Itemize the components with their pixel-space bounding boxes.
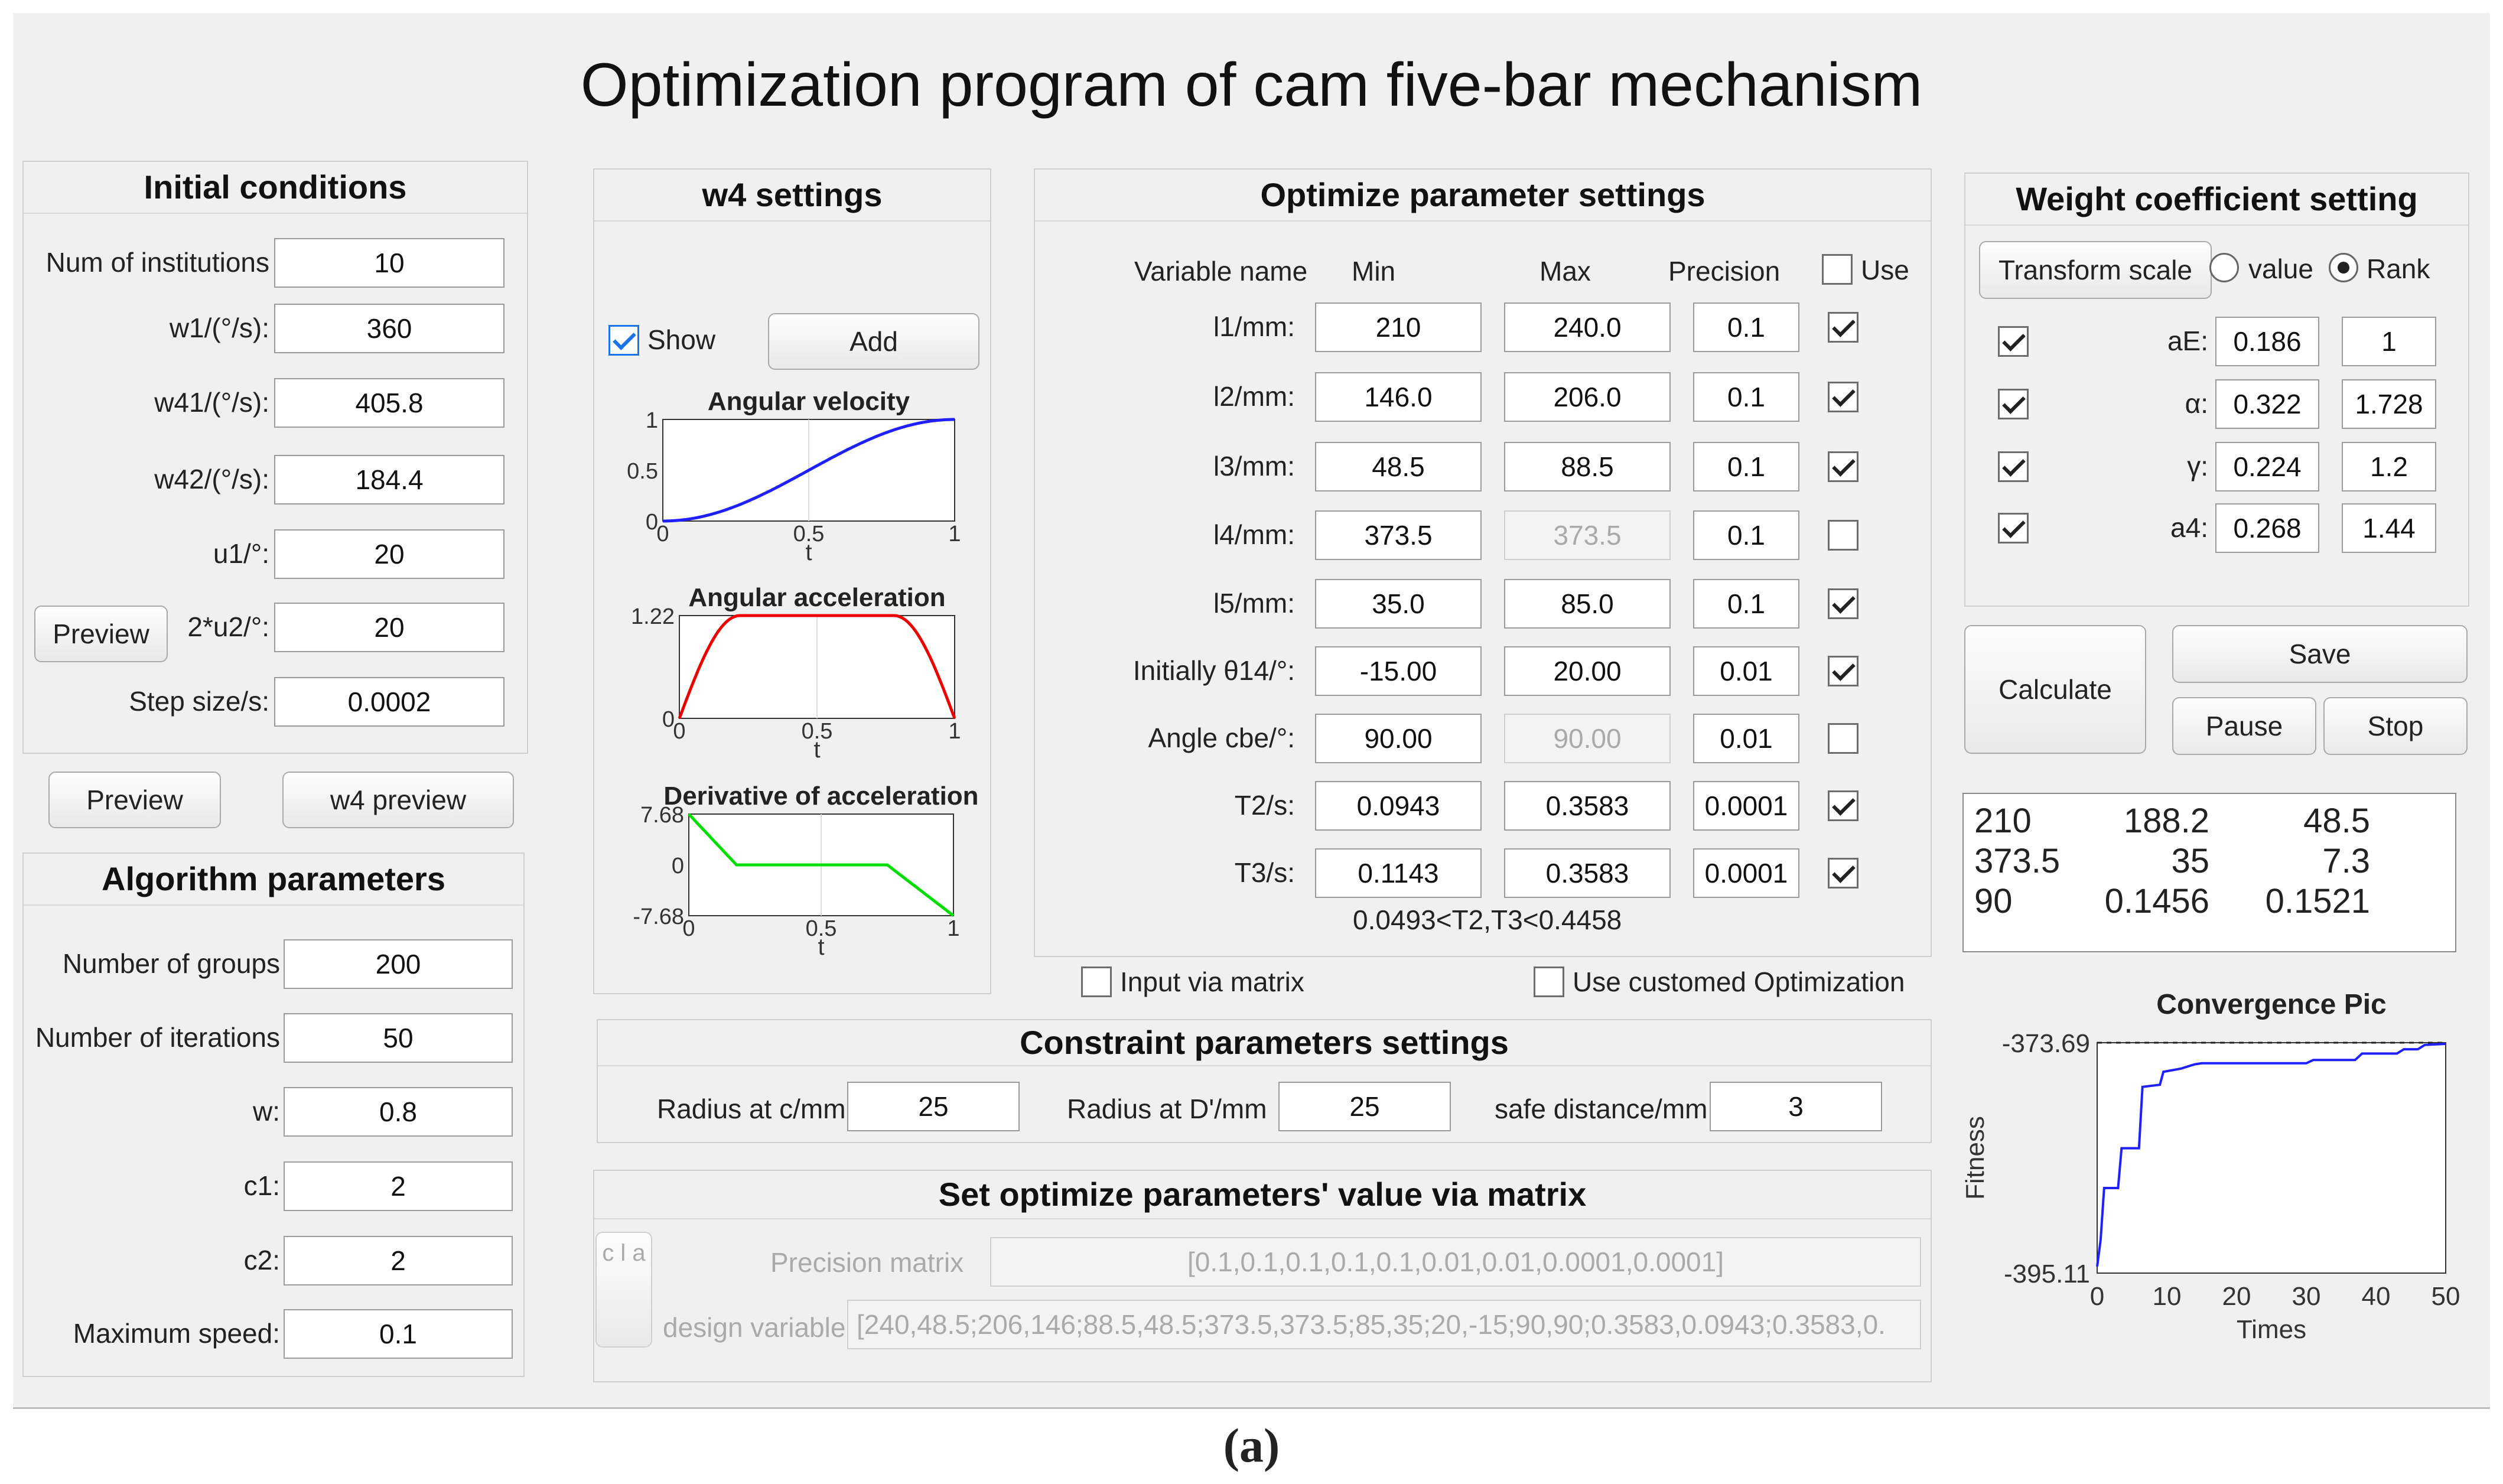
show-label: Show xyxy=(647,324,716,355)
weight-checkbox-3[interactable] xyxy=(1998,513,2029,544)
opt-min-3[interactable]: 373.5 xyxy=(1315,510,1482,560)
optimize-title: Optimize parameter settings xyxy=(1035,170,1931,222)
matrix-side-button[interactable] xyxy=(595,1232,652,1348)
preview-inline-button[interactable]: Preview xyxy=(34,606,168,662)
opt-use-checkbox-8[interactable] xyxy=(1828,858,1858,889)
weight-value-0[interactable]: 0.186 xyxy=(2215,317,2319,366)
chart-xtick-5: 50 xyxy=(2431,1282,2460,1311)
w4-plot-xtick-1-1: 0.5 xyxy=(801,719,833,744)
header-min: Min xyxy=(1352,256,1396,287)
header-max: Max xyxy=(1539,256,1591,287)
opt-min-5[interactable]: -15.00 xyxy=(1315,646,1482,696)
safe-distance-label: safe distance/mm xyxy=(1495,1094,1708,1124)
alg-label-4: c2: xyxy=(243,1245,280,1275)
w4-plot-xtick-2-1: 0.5 xyxy=(805,916,837,941)
opt-label-0: l1/mm: xyxy=(1213,311,1295,342)
weight-rank-3[interactable]: 1.44 xyxy=(2342,503,2436,553)
opt-label-2: l3/mm: xyxy=(1213,451,1295,481)
rank-radio[interactable] xyxy=(2329,253,2358,282)
result-cell-0-1: 188.2 xyxy=(2123,802,2209,840)
w4-plot-xlabel-1: t xyxy=(813,737,821,763)
result-cell-1-2: 7.3 xyxy=(2322,842,2370,880)
w4-plot-ytick-0-0: 1 xyxy=(645,408,658,433)
opt-min-2[interactable]: 48.5 xyxy=(1315,442,1482,492)
alg-input-1[interactable]: 50 xyxy=(284,1013,513,1063)
use-customed-checkbox[interactable] xyxy=(1534,966,1564,997)
opt-min-7[interactable]: 0.0943 xyxy=(1315,781,1482,831)
weight-label-1: α: xyxy=(2185,388,2208,419)
opt-min-1[interactable]: 146.0 xyxy=(1315,372,1482,422)
radius-c-label: Radius at c/mm xyxy=(657,1094,846,1124)
opt-min-8[interactable]: 0.1143 xyxy=(1315,848,1482,898)
ic-label-2: w41/(°/s): xyxy=(154,387,269,418)
header-use: Use xyxy=(1861,255,1909,285)
opt-max-3[interactable]: 373.5 xyxy=(1504,510,1671,560)
w4-plot-title-1: Angular acceleration xyxy=(688,583,946,612)
ic-label-0: Num of institutions xyxy=(45,247,269,278)
opt-max-5[interactable]: 20.00 xyxy=(1504,646,1671,696)
opt-precision-5[interactable]: 0.01 xyxy=(1693,646,1799,696)
w4-plot-ytick-2-0: 7.68 xyxy=(640,803,684,828)
w4-plot-title-0: Angular velocity xyxy=(707,387,910,416)
alg-label-5: Maximum speed: xyxy=(73,1318,280,1349)
opt-use-checkbox-0[interactable] xyxy=(1828,312,1858,343)
radius-d-input[interactable]: 25 xyxy=(1278,1082,1451,1131)
design-variable-label: design variable xyxy=(663,1312,846,1343)
alg-input-3[interactable]: 2 xyxy=(284,1161,513,1211)
opt-use-checkbox-3[interactable] xyxy=(1828,520,1858,551)
opt-precision-4[interactable]: 0.1 xyxy=(1693,579,1799,629)
w4-plot-ytick-0-2: 0 xyxy=(645,510,658,535)
opt-max-4[interactable]: 85.0 xyxy=(1504,579,1671,629)
alg-input-5[interactable]: 0.1 xyxy=(284,1309,513,1359)
result-cell-1-0: 373.5 xyxy=(1974,842,2061,880)
use-all-checkbox[interactable] xyxy=(1822,254,1853,285)
page-title: Optimization program of cam five-bar mechanism xyxy=(580,51,1923,119)
ic-label-1: w1/(°/s): xyxy=(169,313,269,343)
alg-input-4[interactable]: 2 xyxy=(284,1236,513,1286)
value-radio[interactable] xyxy=(2209,253,2239,282)
precision-matrix-input[interactable]: [0.1,0.1,0.1,0.1,0.1,0.01,0.01,0.0001,0.0001] xyxy=(990,1237,1921,1287)
save-button[interactable]: Save xyxy=(2172,625,2468,683)
opt-label-7: T2/s: xyxy=(1234,790,1295,821)
chart-title: Convergence Pic xyxy=(2156,989,2387,1020)
weight-rank-1[interactable]: 1.728 xyxy=(2342,379,2436,429)
convergence-chart xyxy=(1949,981,2487,1394)
weight-value-2[interactable]: 0.224 xyxy=(2215,442,2319,492)
opt-use-checkbox-1[interactable] xyxy=(1828,382,1858,412)
ic-input-6[interactable]: 0.0002 xyxy=(274,677,504,727)
w4-plots xyxy=(593,378,991,969)
show-checkbox[interactable] xyxy=(608,325,639,356)
opt-precision-8[interactable]: 0.0001 xyxy=(1693,848,1799,898)
opt-use-checkbox-7[interactable] xyxy=(1828,790,1858,821)
opt-max-1[interactable]: 206.0 xyxy=(1504,372,1671,422)
weight-label-0: aE: xyxy=(2167,326,2208,356)
opt-max-0[interactable]: 240.0 xyxy=(1504,302,1671,352)
input-via-matrix-label: Input via matrix xyxy=(1120,966,1304,997)
opt-label-8: T3/s: xyxy=(1234,857,1295,888)
w4-plot-ytick-0-1: 0.5 xyxy=(627,459,658,484)
w4-plot-ytick-2-1: 0 xyxy=(671,854,684,878)
result-cell-2-0: 90 xyxy=(1974,882,2013,920)
design-variable-input[interactable]: [240,48.5;206,146;88.5,48.5;373.5,373.5;85,35;20,-15;90,90;0.3583,0.0943;0.3583,0. xyxy=(847,1300,1921,1349)
opt-precision-6[interactable]: 0.01 xyxy=(1693,714,1799,763)
preview-button[interactable]: Preview xyxy=(48,772,221,828)
result-cell-1-1: 35 xyxy=(2171,842,2209,880)
figure-caption: (a) xyxy=(1223,1418,1280,1472)
w4-settings-title: w4 settings xyxy=(594,170,990,222)
chart-xtick-3: 30 xyxy=(2292,1282,2321,1311)
transform-scale-button[interactable]: Transform scale xyxy=(1979,241,2212,299)
chart-ytick-0: -373.69 xyxy=(2001,1029,2090,1058)
result-cell-0-2: 48.5 xyxy=(2303,802,2370,840)
w4-plot-xtick-0-0: 0 xyxy=(656,522,669,546)
chart-ytick-1: -395.11 xyxy=(2004,1260,2090,1288)
weight-checkbox-2[interactable] xyxy=(1998,451,2029,482)
result-cell-0-0: 210 xyxy=(1974,802,2032,840)
opt-precision-7[interactable]: 0.0001 xyxy=(1693,781,1799,831)
algorithm-title: Algorithm parameters xyxy=(24,854,523,906)
value-radio-label: value xyxy=(2248,253,2313,284)
safe-distance-input[interactable]: 3 xyxy=(1710,1082,1882,1131)
initial-conditions-title: Initial conditions xyxy=(24,162,527,214)
w4-plot-xtick-2-0: 0 xyxy=(682,916,695,941)
opt-max-2[interactable]: 88.5 xyxy=(1504,442,1671,492)
matrix-side-label: c l a xyxy=(602,1240,646,1266)
w4-plot-title-2: Derivative of acceleration xyxy=(663,782,979,811)
alg-input-2[interactable]: 0.8 xyxy=(284,1087,513,1137)
use-customed-label: Use customed Optimization xyxy=(1573,966,1905,997)
weight-checkbox-1[interactable] xyxy=(1998,389,2029,419)
ic-label-6: Step size/s: xyxy=(129,686,269,717)
weight-checkbox-0[interactable] xyxy=(1998,326,2029,357)
alg-input-0[interactable]: 200 xyxy=(284,939,513,989)
alg-label-0: Number of groups xyxy=(62,948,280,979)
w4-plot-ytick-2-2: -7.68 xyxy=(633,904,684,929)
w4-plot-ytick-1-1: 0 xyxy=(662,707,675,732)
weight-value-1[interactable]: 0.322 xyxy=(2215,379,2319,429)
w4-plot-xtick-0-2: 1 xyxy=(948,522,961,546)
opt-max-6[interactable]: 90.00 xyxy=(1504,714,1671,763)
ic-input-3[interactable]: 184.4 xyxy=(274,455,504,505)
w4-plot-xlabel-0: t xyxy=(805,539,812,565)
input-via-matrix-checkbox[interactable] xyxy=(1081,966,1112,997)
opt-precision-1[interactable]: 0.1 xyxy=(1693,372,1799,422)
ic-input-4[interactable]: 20 xyxy=(274,529,504,579)
ic-label-4: u1/°: xyxy=(213,538,269,569)
w4-plot-xtick-1-0: 0 xyxy=(673,719,686,744)
opt-label-6: Angle cbe/°: xyxy=(1148,723,1295,753)
weight-title: Weight coefficient setting xyxy=(1965,174,2468,226)
opt-max-8[interactable]: 0.3583 xyxy=(1504,848,1671,898)
alg-label-2: w: xyxy=(253,1096,280,1127)
ic-input-5[interactable]: 20 xyxy=(274,603,504,652)
ic-label-5: 2*u2/°: xyxy=(187,611,269,642)
stop-button[interactable]: Stop xyxy=(2323,697,2468,755)
opt-label-4: l5/mm: xyxy=(1213,588,1295,619)
ic-label-3: w42/(°/s): xyxy=(154,464,269,494)
opt-precision-0[interactable]: 0.1 xyxy=(1693,302,1799,352)
chart-xtick-4: 40 xyxy=(2361,1282,2391,1311)
opt-min-4[interactable]: 35.0 xyxy=(1315,579,1482,629)
result-cell-2-1: 0.1456 xyxy=(2104,882,2209,920)
alg-label-3: c1: xyxy=(243,1170,280,1201)
calculate-button[interactable]: Calculate xyxy=(1964,625,2146,754)
opt-label-1: l2/mm: xyxy=(1213,381,1295,412)
chart-ylabel: Fitness xyxy=(1961,1116,1990,1200)
add-button[interactable]: Add xyxy=(768,313,979,370)
opt-min-0[interactable]: 210 xyxy=(1315,302,1482,352)
t-constraint-note: 0.0493<T2,T3<0.4458 xyxy=(1353,904,1622,935)
w4-plot-xtick-0-1: 0.5 xyxy=(793,522,825,546)
w4-plot-xtick-1-2: 1 xyxy=(948,719,961,744)
opt-use-checkbox-6[interactable] xyxy=(1828,723,1858,754)
opt-use-checkbox-4[interactable] xyxy=(1828,588,1858,619)
chart-xtick-2: 20 xyxy=(2222,1282,2251,1311)
weight-value-3[interactable]: 0.268 xyxy=(2215,503,2319,553)
header-variable-name: Variable name xyxy=(1134,256,1308,287)
radius-d-label: Radius at D'/mm xyxy=(1067,1094,1267,1124)
result-cell-2-2: 0.1521 xyxy=(2265,882,2370,920)
w4-preview-button[interactable]: w4 preview xyxy=(282,772,514,828)
opt-precision-3[interactable]: 0.1 xyxy=(1693,510,1799,560)
opt-use-checkbox-2[interactable] xyxy=(1828,451,1858,482)
opt-label-3: l4/mm: xyxy=(1213,519,1295,550)
opt-min-6[interactable]: 90.00 xyxy=(1315,714,1482,763)
pause-button[interactable]: Pause xyxy=(2172,697,2316,755)
w4-plot-xlabel-2: t xyxy=(818,934,825,960)
chart-xtick-1: 10 xyxy=(2152,1282,2182,1311)
constraint-title: Constraint parameters settings xyxy=(598,1020,1931,1066)
chart-plot-area xyxy=(2097,1043,2446,1273)
radius-c-input[interactable]: 25 xyxy=(847,1082,1020,1131)
weight-label-3: a4: xyxy=(2170,512,2208,543)
ic-input-2[interactable]: 405.8 xyxy=(274,378,504,428)
opt-use-checkbox-5[interactable] xyxy=(1828,656,1858,686)
precision-matrix-label: Precision matrix xyxy=(770,1247,964,1278)
rank-radio-label: Rank xyxy=(2367,253,2430,284)
weight-label-2: γ: xyxy=(2187,451,2208,481)
w4-plot-ytick-1-0: 1.22 xyxy=(631,604,675,629)
ic-input-0[interactable]: 10 xyxy=(274,238,504,288)
opt-precision-2[interactable]: 0.1 xyxy=(1693,442,1799,492)
weight-rank-2[interactable]: 1.2 xyxy=(2342,442,2436,492)
opt-label-5: Initially θ14/°: xyxy=(1132,655,1295,686)
weight-rank-0[interactable]: 1 xyxy=(2342,317,2436,366)
chart-xtick-0: 0 xyxy=(2089,1282,2105,1311)
matrix-title: Set optimize parameters' value via matrix xyxy=(594,1171,1931,1219)
w4-plot-xtick-2-2: 1 xyxy=(947,916,960,941)
opt-max-7[interactable]: 0.3583 xyxy=(1504,781,1671,831)
chart-xlabel: Times xyxy=(2236,1315,2307,1344)
header-precision: Precision xyxy=(1668,256,1781,287)
ic-input-1[interactable]: 360 xyxy=(274,304,504,353)
alg-label-1: Number of iterations xyxy=(35,1022,280,1053)
